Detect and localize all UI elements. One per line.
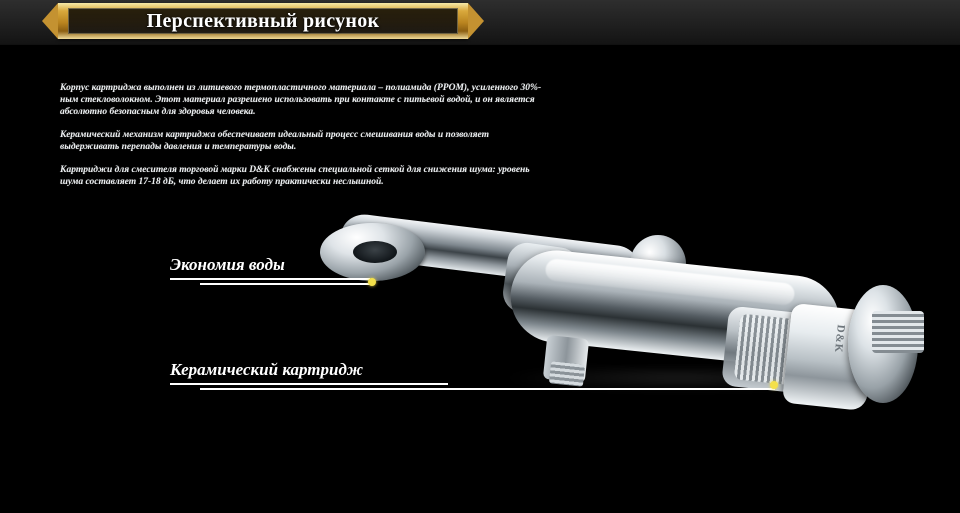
brand-mark: D&K (831, 324, 847, 354)
page-title: Перспективный рисунок (146, 9, 380, 32)
callout-leader-line-2 (200, 388, 775, 390)
description-block (60, 82, 550, 199)
header-bar (0, 0, 960, 45)
callout-underline (170, 278, 370, 280)
title-ribbon (58, 3, 468, 39)
wall-connector-thread (872, 311, 924, 353)
callout-marker-dot-1 (368, 278, 376, 286)
callout-water-saving (170, 255, 370, 280)
callout-ceramic-cartridge (170, 360, 448, 385)
callout-ceramic-cartridge-label: Керамический картридж (170, 360, 364, 379)
callout-water-saving-label: Экономия воды (170, 255, 285, 274)
callout-underline (170, 383, 448, 385)
callout-leader-line-1 (200, 283, 372, 285)
paragraph-3: Картриджи для смесителя торговой марки D&K снабжены специальной сеткой для снижения шума: уровень шума составляет 17-18 дБ, что делает их работу практически неслышной. (60, 165, 530, 187)
title-plate (68, 8, 458, 34)
paragraph-1: Корпус картриджа выполнен из литиевого термопластичного материала – полиамида (PPOM), усиленного 30%-ным стекловолокном. Этот материал разрешено использовать при контакте с питьевой водой, и он является абсолютно безопасным для здоровья человека. (60, 83, 542, 117)
paragraph-2: Керамический механизм картриджа обеспечивает идеальный процесс смешивания воды и позволяет выдерживать перепады давления и температуры воды. (60, 130, 490, 152)
shower-outlet-thread (549, 361, 585, 386)
callout-marker-dot-2 (770, 381, 778, 389)
faucet-illustration (300, 215, 940, 445)
